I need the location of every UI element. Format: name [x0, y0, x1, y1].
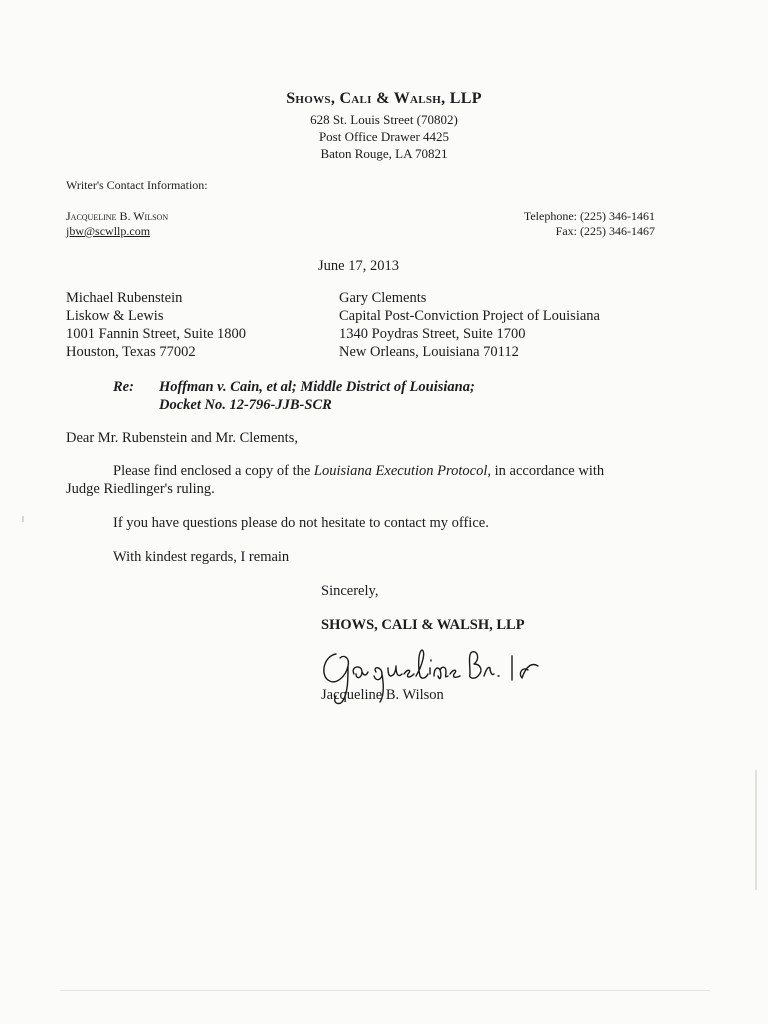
re-label: Re: — [113, 379, 134, 395]
recipient-1-line-1: Michael Rubenstein — [66, 290, 183, 306]
letter-date: June 17, 2013 — [318, 258, 399, 274]
paragraph-1-line-1 — [113, 463, 604, 480]
writer-fax: Fax: (225) 346-1467 — [555, 224, 655, 238]
letterhead-address-line-3: Baton Rouge, LA 70821 — [320, 146, 448, 161]
recipient-1-line-2: Liskow & Lewis — [66, 308, 164, 324]
letterhead-address-line-2: Post Office Drawer 4425 — [318, 129, 450, 144]
paragraph-1-before: Please find enclosed a copy of the — [113, 463, 314, 479]
closing-firm: SHOWS, CALI & WALSH, LLP — [321, 617, 525, 633]
writer-contact-heading: Writer's Contact Information: — [66, 178, 208, 192]
recipient-2-line-3: 1340 Poydras Street, Suite 1700 — [339, 326, 526, 342]
scan-edge-mark — [755, 770, 757, 890]
paragraph-2: If you have questions please do not hesitate to contact my office. — [113, 515, 489, 531]
closing-sincerely: Sincerely, — [321, 583, 379, 599]
recipient-1-line-4: Houston, Texas 77002 — [66, 344, 196, 360]
writer-email-link[interactable]: jbw@scwllp.com — [66, 224, 151, 238]
paragraph-3: With kindest regards, I remain — [113, 549, 290, 565]
re-line-1: Hoffman v. Cain, et al; Middle District of Louisiana; — [159, 379, 475, 395]
writer-name: Jacqueline B. Wilson — [66, 209, 169, 223]
re-line-2: Docket No. 12-796-JJB-SCR — [159, 397, 332, 413]
recipient-2-line-2: Capital Post-Conviction Project of Louisiana — [339, 308, 600, 324]
recipient-1-line-3: 1001 Fannin Street, Suite 1800 — [66, 326, 247, 342]
protocol-title: Louisiana Execution Protocol, — [313, 463, 491, 479]
scan-bottom-mark — [60, 990, 710, 991]
writer-telephone: Telephone: (225) 346-1461 — [523, 209, 655, 223]
salutation: Dear Mr. Rubenstein and Mr. Clements, — [66, 430, 298, 446]
recipient-2-line-1: Gary Clements — [339, 290, 427, 306]
scan-mark — [22, 516, 24, 522]
letterhead-firm-name: Shows, Cali & Walsh, LLP — [286, 90, 482, 107]
letterhead-address-line-1: 628 St. Louis Street (70802) — [310, 112, 458, 127]
closing-signer-name: Jacqueline B. Wilson — [321, 687, 444, 703]
recipient-2-line-4: New Orleans, Louisiana 70112 — [339, 344, 519, 360]
paragraph-1-line-2: Judge Riedlinger's ruling. — [66, 481, 215, 497]
paragraph-1-after: in accordance with — [491, 463, 605, 479]
